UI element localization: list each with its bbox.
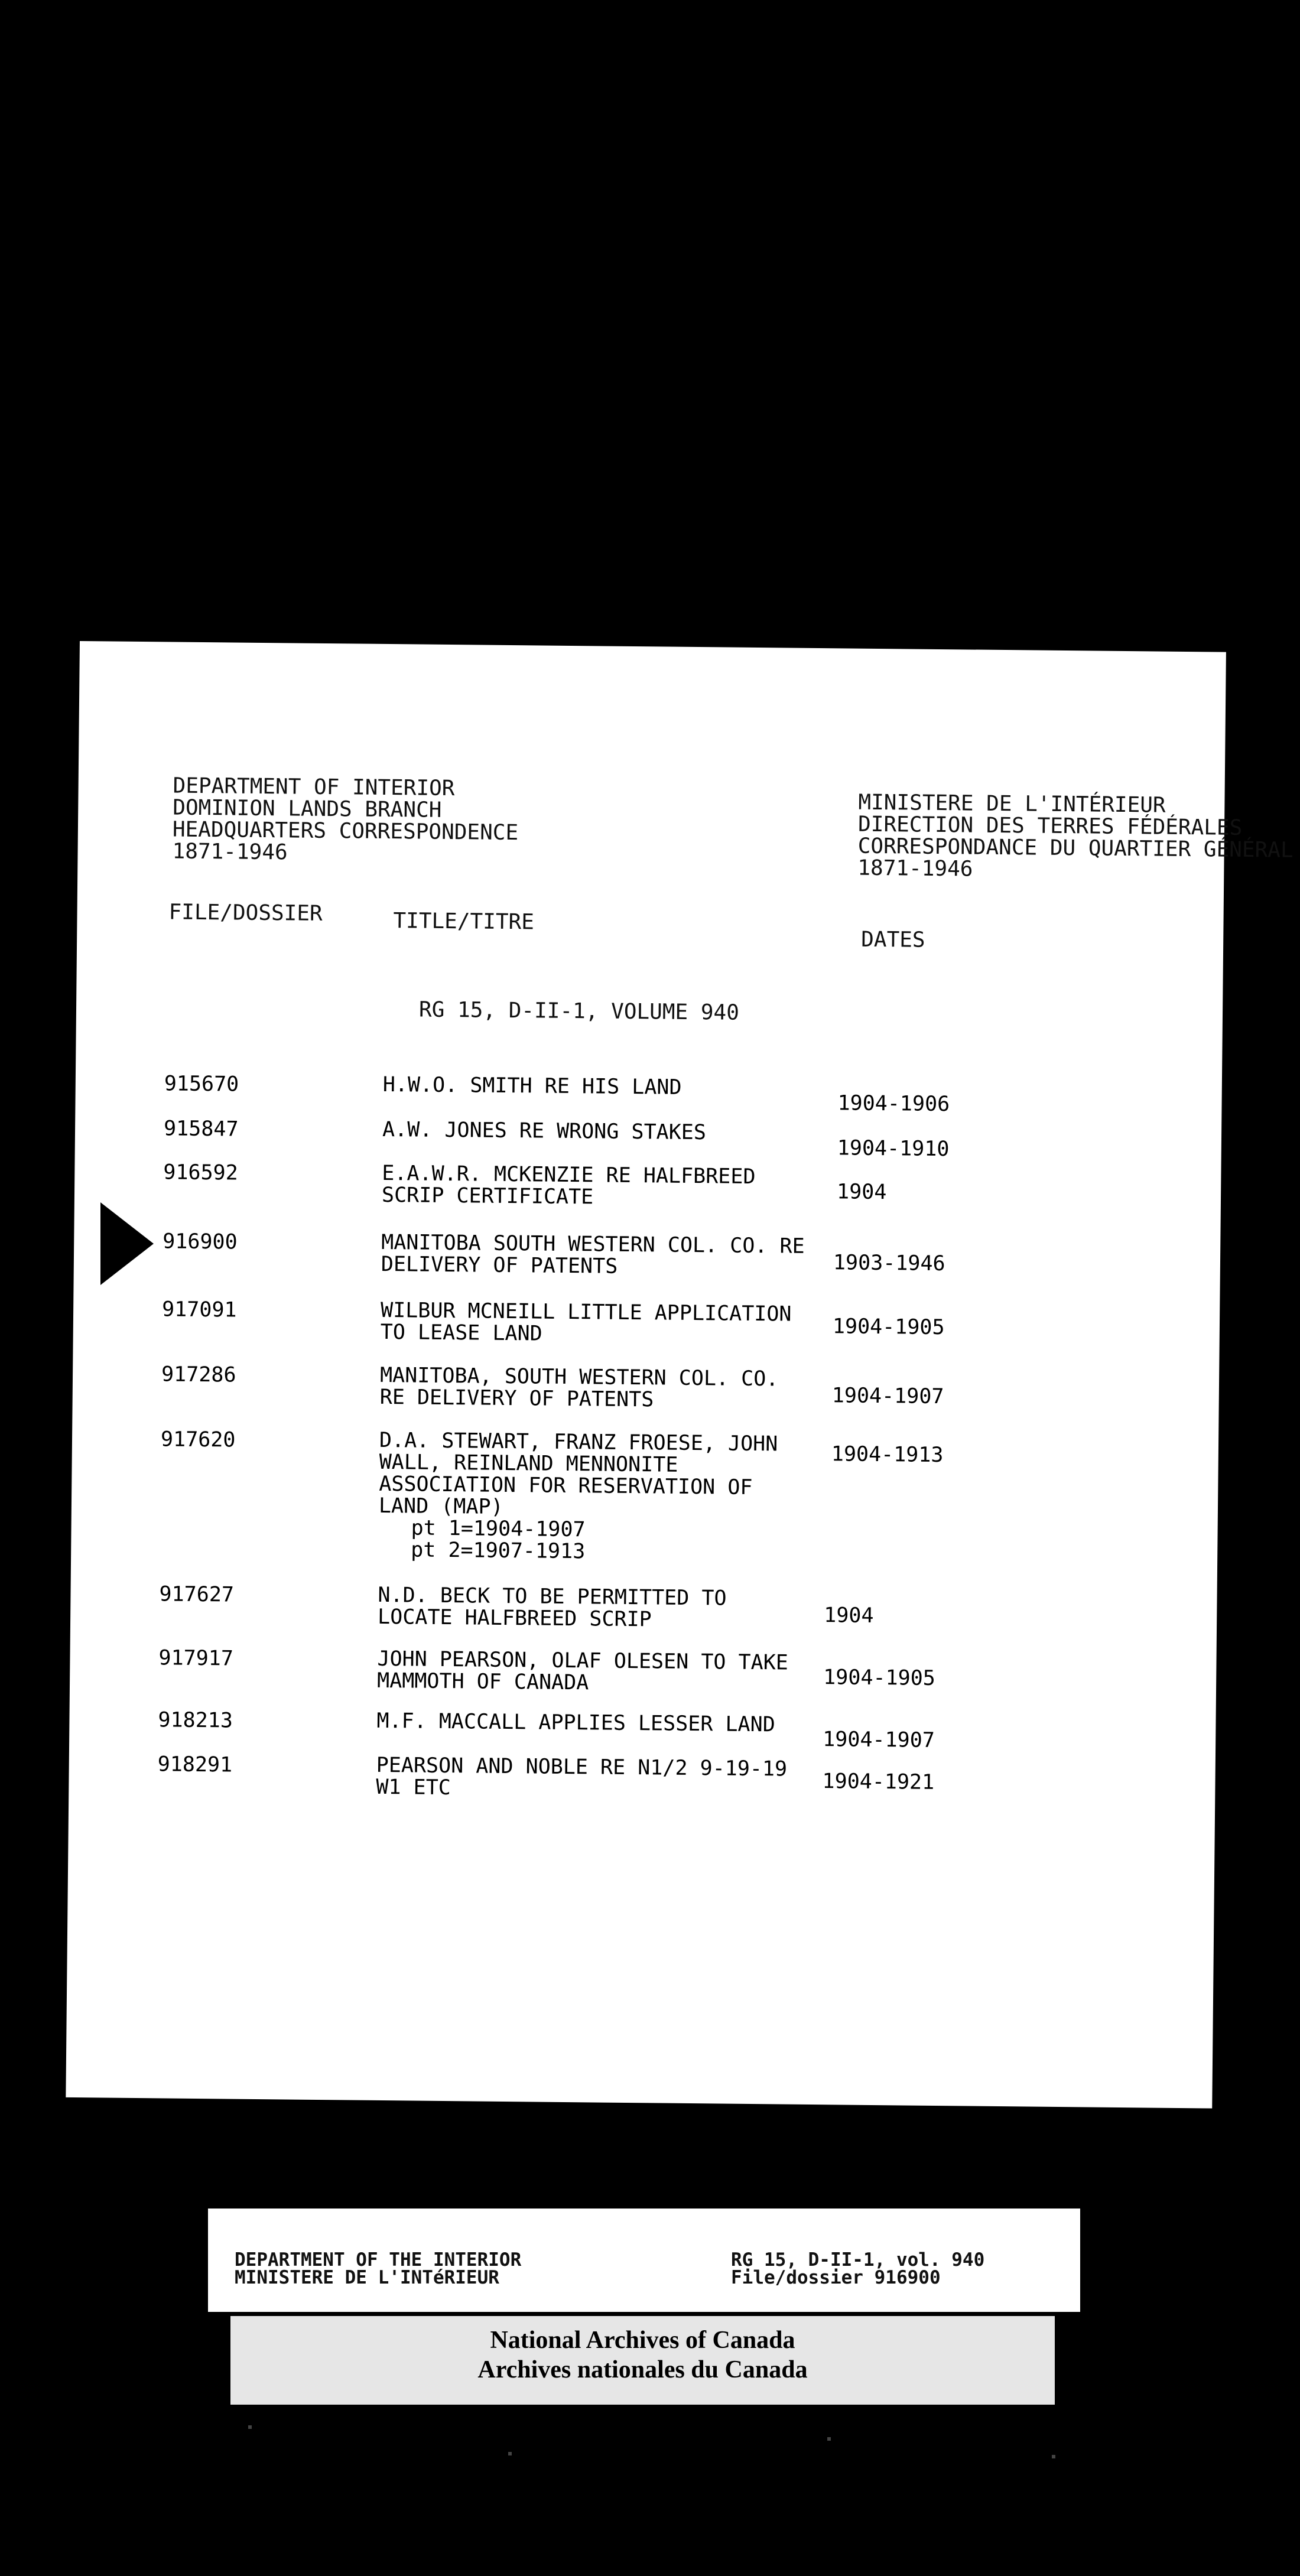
title-line: DELIVERY OF PATENTS bbox=[381, 1252, 618, 1279]
label-line: DEPARTMENT OF THE INTERIOR bbox=[235, 2249, 522, 2271]
title-line: PEARSON AND NOBLE RE N1/2 9-19-19 bbox=[376, 1753, 788, 1781]
file-number: 915847 bbox=[163, 1117, 239, 1141]
microfilm-label bbox=[208, 2209, 1080, 2312]
row-dates: 1904-1910 bbox=[837, 1136, 950, 1162]
header-french-line: CORRESPONDANCE DU QUARTIER GÉNÉRAL bbox=[857, 834, 1294, 863]
row-title bbox=[376, 1710, 775, 1736]
column-header-file: FILE/DOSSIER bbox=[168, 900, 323, 926]
table-row bbox=[71, 1582, 1217, 1632]
table-row bbox=[75, 1160, 1221, 1209]
row-title bbox=[382, 1119, 706, 1144]
title-line: RE DELIVERY OF PATENTS bbox=[379, 1385, 654, 1412]
header-french-line: 1871-1946 bbox=[857, 856, 973, 882]
title-line: JOHN PEARSON, OLAF OLESEN TO TAKE bbox=[377, 1647, 789, 1675]
volume-heading: RG 15, D-II-1, VOLUME 940 bbox=[418, 997, 740, 1025]
file-number: 918291 bbox=[157, 1752, 233, 1777]
header-english-line: HEADQUARTERS CORRESPONDENCE bbox=[172, 817, 519, 845]
file-number: 917627 bbox=[159, 1582, 235, 1607]
part-range: pt 1=1904-1907 bbox=[411, 1516, 586, 1542]
file-number: 916900 bbox=[162, 1230, 238, 1254]
table-row bbox=[73, 1362, 1219, 1412]
title-line: TO LEASE LAND bbox=[380, 1320, 542, 1346]
title-line: WALL, REINLAND MENNONITE bbox=[379, 1450, 678, 1477]
row-title bbox=[382, 1163, 756, 1210]
column-header-title: TITLE/TITRE bbox=[393, 909, 535, 935]
row-title bbox=[381, 1300, 792, 1348]
row-title bbox=[377, 1648, 788, 1696]
title-line: E.A.W.R. MCKENZIE RE HALFBREED bbox=[382, 1161, 756, 1189]
row-dates: 1904-1921 bbox=[822, 1770, 935, 1794]
row-title bbox=[376, 1755, 787, 1803]
file-number: 917091 bbox=[161, 1297, 237, 1322]
file-number: 916592 bbox=[163, 1160, 238, 1185]
row-title bbox=[378, 1585, 727, 1632]
title-line: W1 ETC bbox=[376, 1775, 451, 1800]
title-line: MANITOBA, SOUTH WESTERN COL. CO. bbox=[379, 1363, 779, 1391]
file-number: 917286 bbox=[161, 1362, 236, 1387]
table-row bbox=[75, 1116, 1221, 1162]
row-dates: 1904-1905 bbox=[832, 1315, 945, 1340]
row-dates: 1903-1946 bbox=[833, 1251, 945, 1276]
label-line: MINISTERE DE L'INTéRIEUR bbox=[235, 2267, 499, 2288]
row-dates: 1904 bbox=[824, 1604, 874, 1628]
title-line: WILBUR MCNEILL LITTLE APPLICATION bbox=[380, 1298, 792, 1326]
table-row bbox=[70, 1707, 1216, 1752]
header-english bbox=[172, 775, 519, 866]
title-line: N.D. BECK TO BE PERMITTED TO bbox=[378, 1583, 727, 1611]
row-title bbox=[381, 1232, 805, 1280]
file-number: 917620 bbox=[160, 1427, 236, 1452]
label-line: File/dossier 916900 bbox=[731, 2267, 941, 2288]
title-line: ASSOCIATION FOR RESERVATION OF bbox=[379, 1472, 753, 1500]
title-line: D.A. STEWART, FRANZ FROESE, JOHN bbox=[379, 1428, 778, 1456]
header-french-line: DIRECTION DES TERRES FÉDÉRALES bbox=[857, 812, 1243, 840]
document-sheet bbox=[66, 641, 1294, 2109]
page-notch bbox=[100, 1202, 154, 1285]
label-reference bbox=[731, 2251, 984, 2286]
table-row bbox=[72, 1427, 1218, 1564]
title-line: MAMMOTH OF CANADA bbox=[376, 1668, 589, 1695]
film-speck bbox=[508, 2452, 512, 2455]
table-row bbox=[76, 1071, 1222, 1117]
table-row bbox=[69, 1752, 1216, 1800]
table-row bbox=[73, 1297, 1220, 1346]
film-speck bbox=[248, 2425, 252, 2429]
title-line: H.W.O. SMITH RE HIS LAND bbox=[382, 1072, 682, 1100]
film-speck bbox=[1052, 2455, 1055, 2458]
archive-banner bbox=[230, 2316, 1055, 2405]
row-title bbox=[380, 1365, 779, 1412]
row-dates: 1904-1907 bbox=[823, 1728, 935, 1752]
title-line: LOCATE HALFBREED SCRIP bbox=[377, 1605, 652, 1632]
label-department bbox=[235, 2251, 521, 2286]
file-number: 918213 bbox=[158, 1708, 233, 1733]
header-english-line: 1871-1946 bbox=[172, 839, 288, 865]
title-line: MANITOBA SOUTH WESTERN COL. CO. RE bbox=[381, 1230, 805, 1258]
row-dates: 1904-1906 bbox=[837, 1091, 950, 1117]
row-dates: 1904-1907 bbox=[831, 1384, 944, 1409]
row-dates: 1904-1913 bbox=[831, 1442, 944, 1468]
file-number: 917917 bbox=[158, 1646, 234, 1671]
column-header-dates: DATES bbox=[861, 927, 925, 952]
file-number: 915670 bbox=[164, 1072, 239, 1097]
header-english-line: DOMINION LANDS BRANCH bbox=[173, 795, 442, 822]
title-line: M.F. MACCALL APPLIES LESSER LAND bbox=[376, 1709, 775, 1737]
table-row bbox=[70, 1645, 1217, 1695]
header-english-line: DEPARTMENT OF INTERIOR bbox=[173, 773, 455, 801]
header-french bbox=[857, 792, 1294, 883]
title-line: SCRIP CERTIFICATE bbox=[381, 1183, 594, 1209]
film-speck bbox=[827, 2437, 831, 2441]
header-french-line: MINISTERE DE L'INTÉRIEUR bbox=[858, 790, 1166, 818]
part-range: pt 2=1907-1913 bbox=[411, 1538, 586, 1564]
archive-name-french: Archives nationales du Canada bbox=[477, 2356, 808, 2383]
title-line: LAND (MAP) bbox=[378, 1494, 503, 1519]
row-title bbox=[378, 1430, 778, 1565]
row-title bbox=[383, 1074, 682, 1099]
row-dates: 1904 bbox=[836, 1180, 887, 1205]
label-line: RG 15, D-II-1, vol. 940 bbox=[731, 2249, 985, 2271]
archive-name-english: National Archives of Canada bbox=[490, 2327, 795, 2354]
row-dates: 1904-1905 bbox=[823, 1666, 936, 1690]
table-row bbox=[74, 1229, 1220, 1279]
title-line: A.W. JONES RE WRONG STAKES bbox=[382, 1117, 707, 1145]
